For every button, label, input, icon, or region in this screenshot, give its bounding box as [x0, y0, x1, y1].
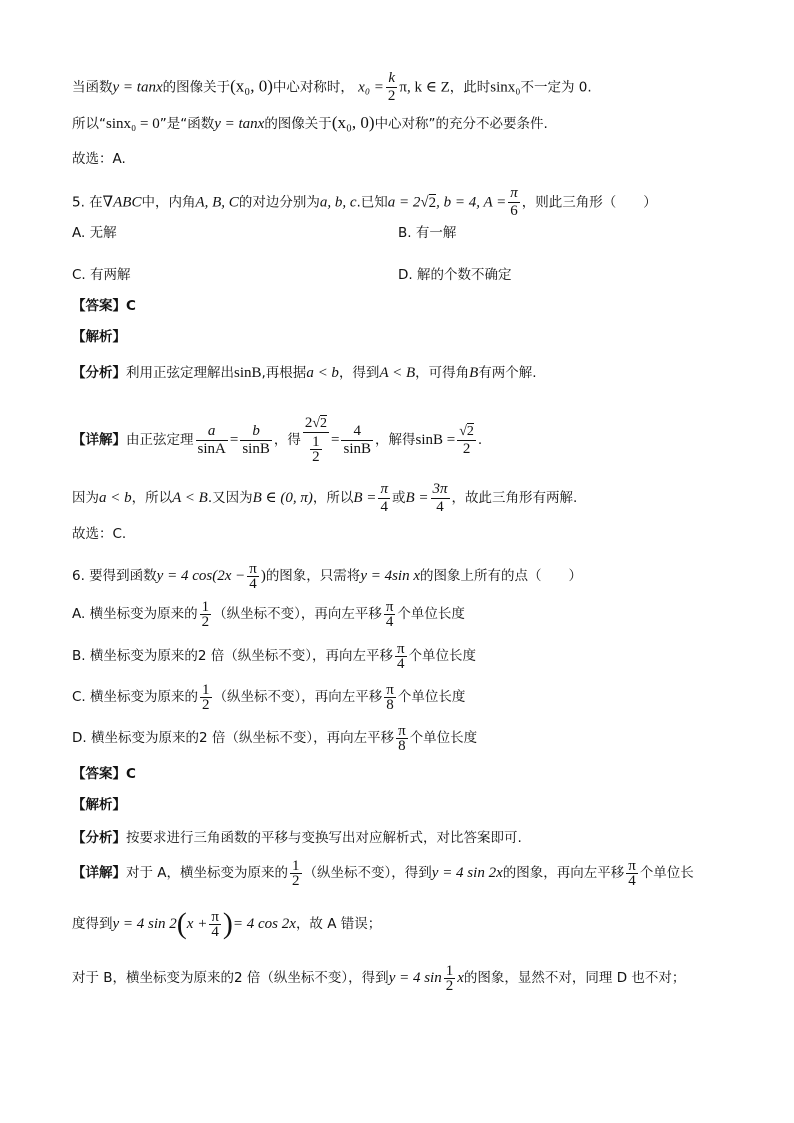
text: 的图像关于: [264, 116, 332, 132]
formula: =: [331, 432, 340, 448]
text: ，此时: [449, 79, 491, 96]
fraction-b-over-sinB: $\frac{b}{\sin B}$: [242, 422, 270, 457]
formula: ): [260, 568, 266, 584]
fraction-pi-over-4: $\frac{\pi}{4}$: [380, 480, 388, 515]
text: 的图像关于: [162, 79, 231, 96]
formula: y = 4 sin 2: [112, 916, 177, 932]
formula: y = 4 cos(2x −: [156, 568, 246, 584]
formula: y = 4 sin: [388, 970, 442, 986]
formula: a < b: [99, 490, 132, 506]
formula: sinx₀: [490, 79, 521, 96]
formula: A < B: [379, 365, 416, 381]
formula: B ∈ (0, π): [252, 490, 313, 506]
analysis-tag: [72, 327, 126, 347]
option-c: C. 有两解: [72, 267, 131, 283]
fraction-pi-over-8: $\frac{\pi}{8}$: [386, 681, 394, 713]
text: 不一定为 0.: [520, 79, 592, 96]
text: 个单位长度: [408, 648, 477, 664]
formula: (x₀, 0): [331, 113, 375, 132]
formula: a, b, c: [319, 194, 357, 211]
formula: y = 4sin x: [360, 568, 421, 584]
fraction-pi-over-4: $\frac{\pi}{4}$: [628, 857, 636, 889]
answer-tag: [72, 764, 136, 784]
text: 所以“: [72, 116, 106, 132]
text: （纵坐标不变），再向左平移: [213, 689, 383, 705]
formula: , b = 4, A =: [436, 194, 507, 211]
text: 【答案】C: [72, 766, 136, 782]
text: 的图象上所有的点（ ）: [420, 568, 583, 584]
text: 【分析】: [72, 830, 126, 846]
formula: A, B, C: [195, 194, 239, 211]
text: 对于 B，横坐标变为原来的2 倍（纵坐标不变），得到: [72, 970, 389, 986]
text: 对于 A，横坐标变为原来的: [126, 865, 289, 881]
formula: B =: [353, 490, 377, 506]
text: 中心对称”的充分不必要条件.: [374, 116, 548, 132]
fraction-1-over-2: $\frac{1}{2}$: [201, 598, 210, 630]
formula: sinB: [234, 365, 262, 381]
text: 【解析】: [72, 797, 126, 813]
formula: x₀ =: [358, 79, 384, 96]
text: .已知: [356, 194, 388, 211]
text: 因为: [72, 490, 99, 506]
option-6c: [72, 679, 465, 715]
b-analysis-line: [72, 958, 685, 998]
formula: y = 4 sin 2x: [431, 865, 503, 881]
text: 6. 要得到函数: [72, 568, 157, 584]
text: 的对边分别为: [238, 194, 320, 211]
text: ，得到: [338, 365, 380, 381]
text: （纵坐标不变），得到: [303, 865, 432, 881]
text: ，故此三角形有两解.: [451, 490, 578, 506]
fraction-pi-over-4: $\frac{\pi}{4}$: [385, 598, 394, 630]
fraction-pi-over-4: $\frac{\pi}{4}$: [396, 640, 405, 672]
text: .又因为: [207, 490, 253, 506]
text: 有两个解.: [478, 365, 537, 381]
analysis-line: [72, 363, 537, 383]
answer-choice-a: 故选：A.: [72, 151, 126, 167]
text: 【解析】: [72, 329, 126, 345]
fraction-pi-over-6: $\frac{\pi}{6}$: [510, 185, 518, 219]
text: D. 横坐标变为原来的2 倍（纵坐标不变），再向左平移: [72, 730, 395, 746]
text: ,再根据: [261, 365, 307, 381]
text: A. 横坐标变为原来的: [72, 606, 198, 622]
text: ”是“函数: [159, 116, 215, 132]
formula: π, k ∈ Z: [399, 79, 450, 96]
option-b: B. 有一解: [398, 225, 457, 241]
line-conclusion: [72, 113, 548, 134]
fraction-pi-over-4: $\frac{\pi}{4}$: [249, 560, 257, 592]
analysis-line: [72, 828, 522, 848]
text: ，得: [273, 432, 301, 448]
text: ，则此三角形（ ）: [521, 194, 657, 211]
text: 或: [391, 490, 406, 506]
option-6d: [72, 720, 477, 756]
text: 中，内角: [141, 194, 196, 211]
fraction-1-over-2: $\frac{1}{2}$: [202, 681, 210, 713]
text: ，可得角: [415, 365, 470, 381]
text: C. 横坐标变为原来的: [72, 689, 199, 705]
text: ，所以: [312, 490, 354, 506]
option-6a: [72, 596, 465, 632]
text: ，所以: [131, 490, 173, 506]
text: 的图象，再向左平移: [502, 865, 625, 881]
fraction-pi-over-4: $\frac{\pi}{4}$: [211, 908, 219, 940]
sqrt: √2: [420, 194, 437, 211]
fraction-a-over-sinA: $\frac{a}{\sin A}$: [197, 422, 226, 457]
text: 中心对称时，: [272, 79, 354, 96]
line-tan-center: [72, 70, 592, 105]
fraction-pi-over-8: $\frac{\pi}{8}$: [398, 722, 406, 754]
formula: x +: [186, 916, 208, 932]
formula: sinx₀ = 0: [106, 116, 160, 132]
fraction-sqrt2-over-2: $\frac{√2}{2}$: [459, 423, 474, 457]
formula: sinB =: [415, 432, 456, 448]
answer-choice-c: 故选：C.: [72, 526, 127, 542]
formula: a < b: [306, 365, 339, 381]
fraction-3pi-over-4: $\frac{3\pi}{4}$: [432, 480, 448, 515]
option-d: D. 解的个数不确定: [398, 267, 512, 283]
option-6b: [72, 638, 476, 674]
fraction-k-over-2: $\frac{k}{2}$: [387, 70, 396, 104]
text: 个单位长度: [409, 730, 478, 746]
text: 【详解】: [72, 865, 126, 881]
text: 个单位长度: [397, 689, 466, 705]
fraction-4-over-sinB: $\frac{4}{\sin B}$: [343, 422, 371, 457]
formula: B =: [405, 490, 429, 506]
text: ，故 A 错误；: [295, 916, 382, 932]
formula: = 4 cos 2x: [232, 916, 296, 932]
text: 度得到: [72, 916, 113, 932]
text: 当函数: [72, 79, 113, 96]
text: 【答案】C: [72, 298, 136, 314]
formula: A < B: [172, 490, 208, 506]
text: ，解得: [375, 432, 416, 448]
text: 个单位长度: [397, 606, 465, 622]
detail-line: [72, 853, 694, 893]
formula: a = 2: [387, 194, 421, 211]
text: 个单位长: [639, 865, 694, 881]
text: B. 横坐标变为原来的2 倍（纵坐标不变），再向左平移: [72, 648, 393, 664]
formula: =: [229, 432, 239, 448]
question-5: [72, 185, 657, 220]
text: 【详解】: [72, 432, 126, 448]
text: 5. 在: [72, 194, 103, 211]
text: 利用正弦定理解出: [126, 365, 234, 381]
because-line: [72, 478, 577, 518]
text: 由正弦定理: [126, 432, 194, 448]
formula: x: [457, 970, 464, 986]
formula: y = tanx: [112, 79, 163, 96]
compound-fraction: $\frac{2√2}{\frac{1}{2}}$: [304, 414, 328, 465]
fraction-1-over-2: $\frac{1}{2}$: [445, 962, 454, 994]
text: 的图象，只需将: [265, 568, 361, 584]
formula: ∇ABC: [102, 194, 142, 211]
fraction-1-over-2: $\frac{1}{2}$: [292, 857, 300, 889]
formula: B: [469, 365, 479, 381]
formula: y = tanx: [214, 116, 265, 132]
detail-line: 【详解】由正弦定理 $\frac{a}{\sin A}$ = $\frac{b}{\sin B}$ ，得 $\frac{2√2}{\frac{1}{2}}$ = $\frac{4}{\sin B}$ ，解得sinB = $\frac{√2}{2}$ .: [72, 414, 483, 465]
question-6: [72, 556, 582, 596]
analysis-tag: [72, 795, 126, 815]
text: 按要求进行三角函数的平移与变换写出对应解析式，对比答案即可.: [126, 830, 522, 846]
formula: (x₀, 0): [230, 76, 273, 96]
text: 的图象，显然不对，同理 D 也不对；: [463, 970, 686, 986]
text: 【分析】: [72, 365, 126, 381]
result-line: 度得到y = 4 sin 2(x + $\frac{\pi}{4}$ )= 4 cos 2x，故 A 错误；: [72, 907, 382, 940]
answer-tag: [72, 296, 136, 316]
text: （纵坐标不变），再向左平移: [213, 606, 382, 622]
option-a: A. 无解: [72, 225, 117, 241]
